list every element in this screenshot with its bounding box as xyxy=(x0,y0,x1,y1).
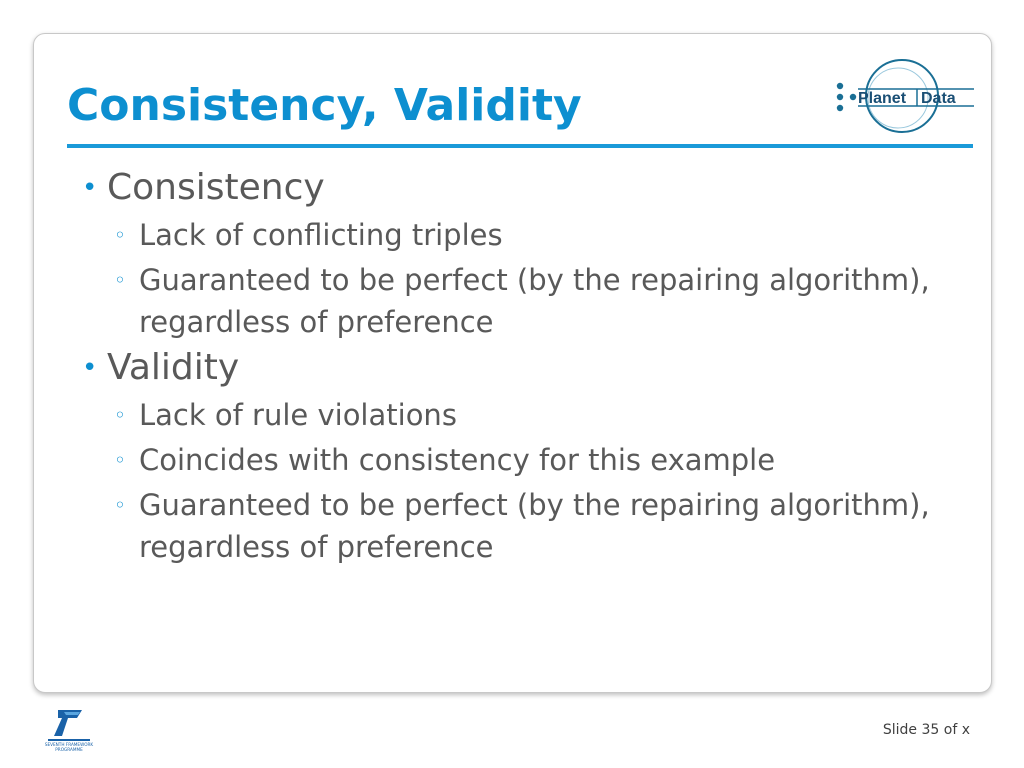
svg-text:PROGRAMME: PROGRAMME xyxy=(55,747,83,752)
title-divider xyxy=(67,144,973,148)
bullet-consistency xyxy=(80,166,950,210)
bullet-text: Validity xyxy=(107,347,240,388)
fp7-logo xyxy=(44,706,94,752)
sub-bullet-text: Coincides with consistency for this example xyxy=(139,443,776,477)
sub-bullet-text: Lack of rule violations xyxy=(139,398,457,432)
sub-bullet-ring-icon: ◦ xyxy=(114,448,126,472)
svg-text:Planet: Planet xyxy=(858,90,907,107)
sub-bullet xyxy=(80,439,950,481)
sub-bullet-text: Lack of conflicting triples xyxy=(139,218,503,252)
sub-bullet-ring-icon: ◦ xyxy=(114,403,126,427)
planet-data-logo xyxy=(832,56,974,136)
svg-text:Data: Data xyxy=(921,90,956,107)
sub-bullet-ring-icon: ◦ xyxy=(114,223,126,247)
sub-bullet-text: Guaranteed to be perfect (by the repairing algorithm), regardless of preference xyxy=(139,263,930,339)
sub-bullet-ring-icon: ◦ xyxy=(114,493,126,517)
sub-bullet-ring-icon: ◦ xyxy=(114,268,126,292)
bullet-dot-icon: • xyxy=(82,353,98,383)
bullet-dot-icon: • xyxy=(82,173,98,203)
sub-bullet xyxy=(80,484,950,568)
sub-bullet xyxy=(80,214,950,256)
slide-number: Slide 35 of x xyxy=(882,722,970,738)
slide-content xyxy=(80,166,950,571)
sub-bullet xyxy=(80,259,950,343)
slide-title: Consistency, Validity xyxy=(67,80,582,131)
bullet-text: Consistency xyxy=(107,167,325,208)
sub-bullet xyxy=(80,394,950,436)
svg-text:SEVENTH FRAMEWORK: SEVENTH FRAMEWORK xyxy=(44,742,94,747)
sub-bullet-text: Guaranteed to be perfect (by the repairing algorithm), regardless of preference xyxy=(139,488,930,564)
bullet-validity xyxy=(80,346,950,390)
